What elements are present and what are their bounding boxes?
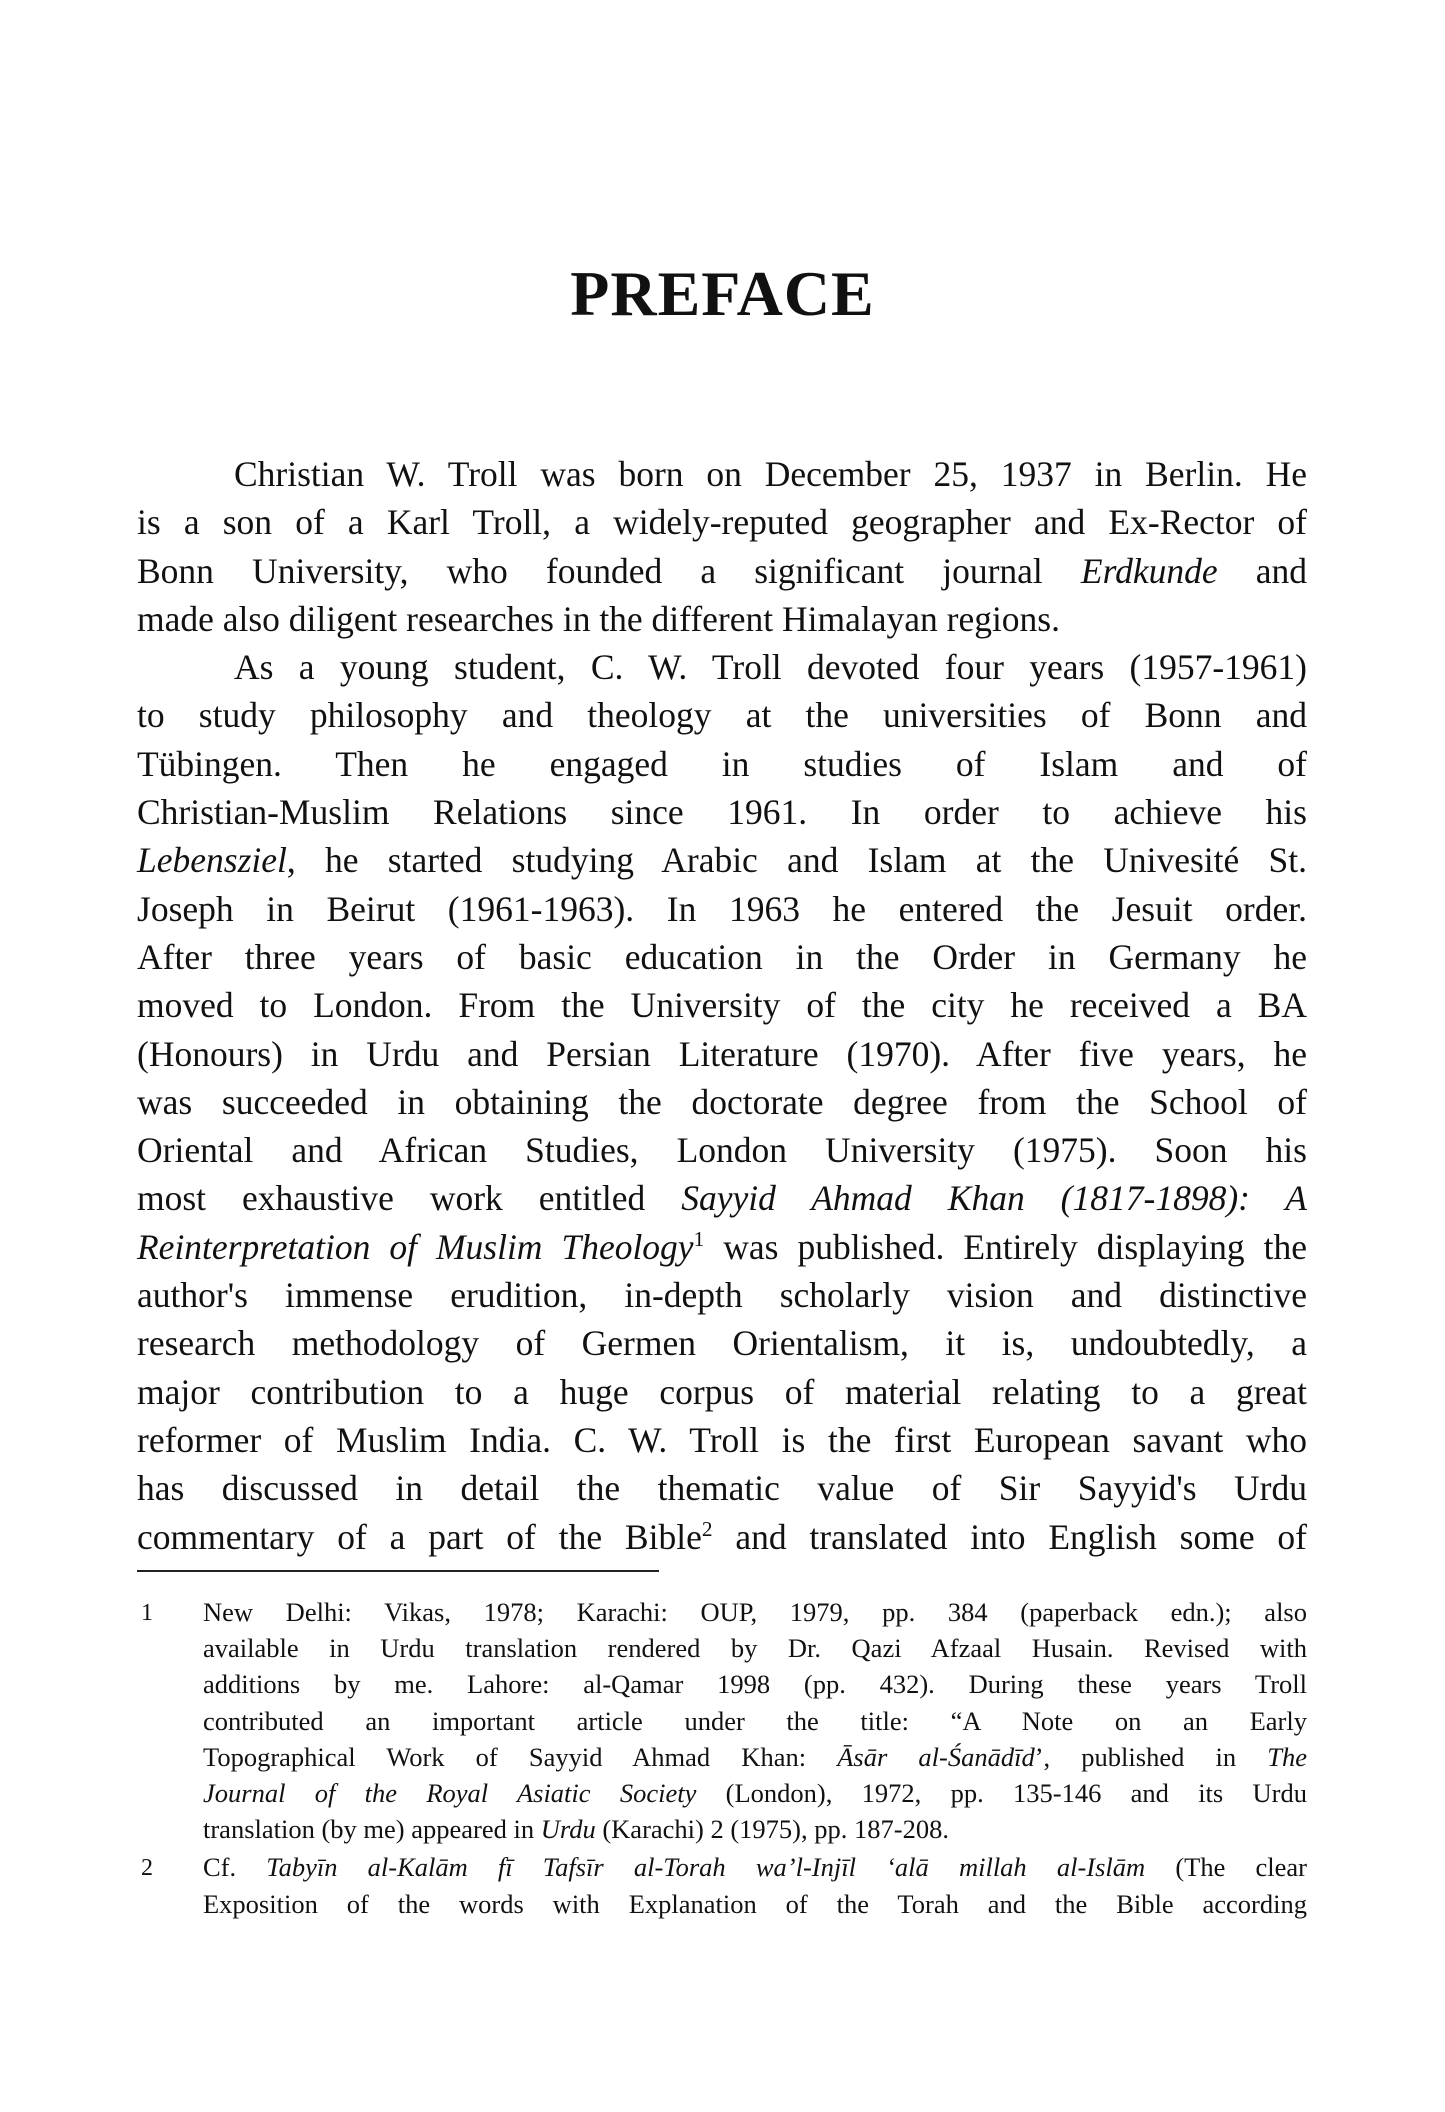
body-line: made also diligent researches in the different Himalayan regions. (137, 598, 1060, 639)
body-line: Oriental and African Studies, London University (1975). Soon his (137, 1130, 1307, 1171)
footnote-line: translation (by me) appeared in Urdu (Karachi) 2 (1975), pp. 187-208. (203, 1814, 949, 1845)
footnote-number: 2 (141, 1855, 153, 1882)
body-line: major contribution to a huge corpus of material relating to a great (137, 1371, 1307, 1412)
body-line: As a young student, C. W. Troll devoted four years (1957-1961) (234, 647, 1307, 688)
page-title: PREFACE (570, 258, 875, 329)
body-line: Lebensziel, he started studying Arabic and Islam at the Univesité St. (137, 840, 1307, 881)
footnote (137, 1849, 1307, 1921)
body-line: author's immense erudition, in-depth scholarly vision and distinctive (137, 1275, 1307, 1316)
body-line: Christian W. Troll was born on December 25, 1937 in Berlin. He (234, 454, 1307, 494)
foreign-term: Lebensziel (137, 840, 287, 881)
footnote-line: available in Urdu translation rendered by Dr. Qazi Afzaal Husain. Revised with (203, 1633, 1307, 1664)
footnote-line: New Delhi: Vikas, 1978; Karachi: OUP, 1979, pp. 384 (paperback edn.); also (203, 1597, 1307, 1627)
body-line: Reinterpretation of Muslim Theology$^1$ was published. Entirely displaying the (137, 1226, 1307, 1267)
body-line: has discussed in detail the thematic value of Sir Sayyid's Urdu (137, 1468, 1307, 1509)
book-title: Sayyid Ahmad Khan (1817-1898): A (681, 1178, 1307, 1219)
footnote-line: contributed an important article under the title: “A Note on an Early (203, 1705, 1307, 1736)
work-title: Āsār al-Śanādīd (837, 1741, 1035, 1772)
body-text (137, 450, 1307, 1561)
work-title: Tabyīn al-Kalām fī Tafsīr al-Torah wa’l-Injīl ‘alā millah al-Islām (266, 1852, 1146, 1883)
body-line: was succeeded in obtaining the doctorate degree from the School of (137, 1081, 1307, 1122)
body-line: is a son of a Karl Troll, a widely-reputed geographer and Ex-Rector of (137, 502, 1307, 543)
footnote-line: Cf. Tabyīn al-Kalām fī Tafsīr al-Torah wa’l-Injīl ‘alā millah al-Islām (The clear (203, 1852, 1307, 1883)
footnote-divider (137, 1570, 659, 1572)
body-line: research methodology of Germen Orientalism, it is, undoubtedly, a (137, 1323, 1307, 1364)
journal-title: Urdu (540, 1814, 596, 1845)
journal-title: The (1267, 1741, 1307, 1772)
footnotes (137, 1594, 1307, 1922)
journal-title: Erdkunde (1080, 550, 1218, 591)
body-line: moved to London. From the University of the city he received a BA (137, 985, 1307, 1026)
footnote-ref: 1 (693, 1226, 705, 1251)
footnote-line: additions by me. Lahore: al-Qamar 1998 (pp. 432). During these years Troll (203, 1669, 1307, 1700)
body-line: commentary of a part of the Bible$^2$ and translated into English some of (137, 1516, 1307, 1557)
journal-title: Journal of the Royal Asiatic Society (203, 1777, 697, 1808)
footnote-line: Exposition of the words with Explanation of the Torah and the Bible according (203, 1888, 1307, 1919)
body-line: Joseph in Beirut (1961-1963). In 1963 he entered the Jesuit order. (137, 888, 1307, 929)
footnote-number: 1 (141, 1600, 153, 1626)
body-line: Tübingen. Then he engaged in studies of Islam and of (137, 743, 1307, 784)
footnote-line: Journal of the Royal Asiatic Society (London), 1972, pp. 135-146 and its Urdu (203, 1777, 1307, 1808)
body-line: Christian-Muslim Relations since 1961. In order to achieve his (137, 792, 1307, 833)
body-line: Bonn University, who founded a significant journal Erdkunde and (137, 550, 1307, 591)
body-line: After three years of basic education in the Order in Germany he (137, 936, 1307, 977)
book-title: Reinterpretation of Muslim Theology (137, 1226, 694, 1267)
footnote (137, 1594, 1307, 1847)
body-line: to study philosophy and theology at the universities of Bonn and (137, 695, 1307, 736)
footnote-line: Topographical Work of Sayyid Ahmad Khan: Āsār al-Śanādīd’, published in The (203, 1741, 1307, 1772)
body-line: most exhaustive work entitled Sayyid Ahmad Khan (1817-1898): A (137, 1178, 1307, 1219)
footnote-ref: 2 (701, 1516, 713, 1541)
body-line: reformer of Muslim India. C. W. Troll is the first European savant who (137, 1419, 1307, 1460)
body-line: (Honours) in Urdu and Persian Literature (1970). After five years, he (137, 1033, 1307, 1074)
